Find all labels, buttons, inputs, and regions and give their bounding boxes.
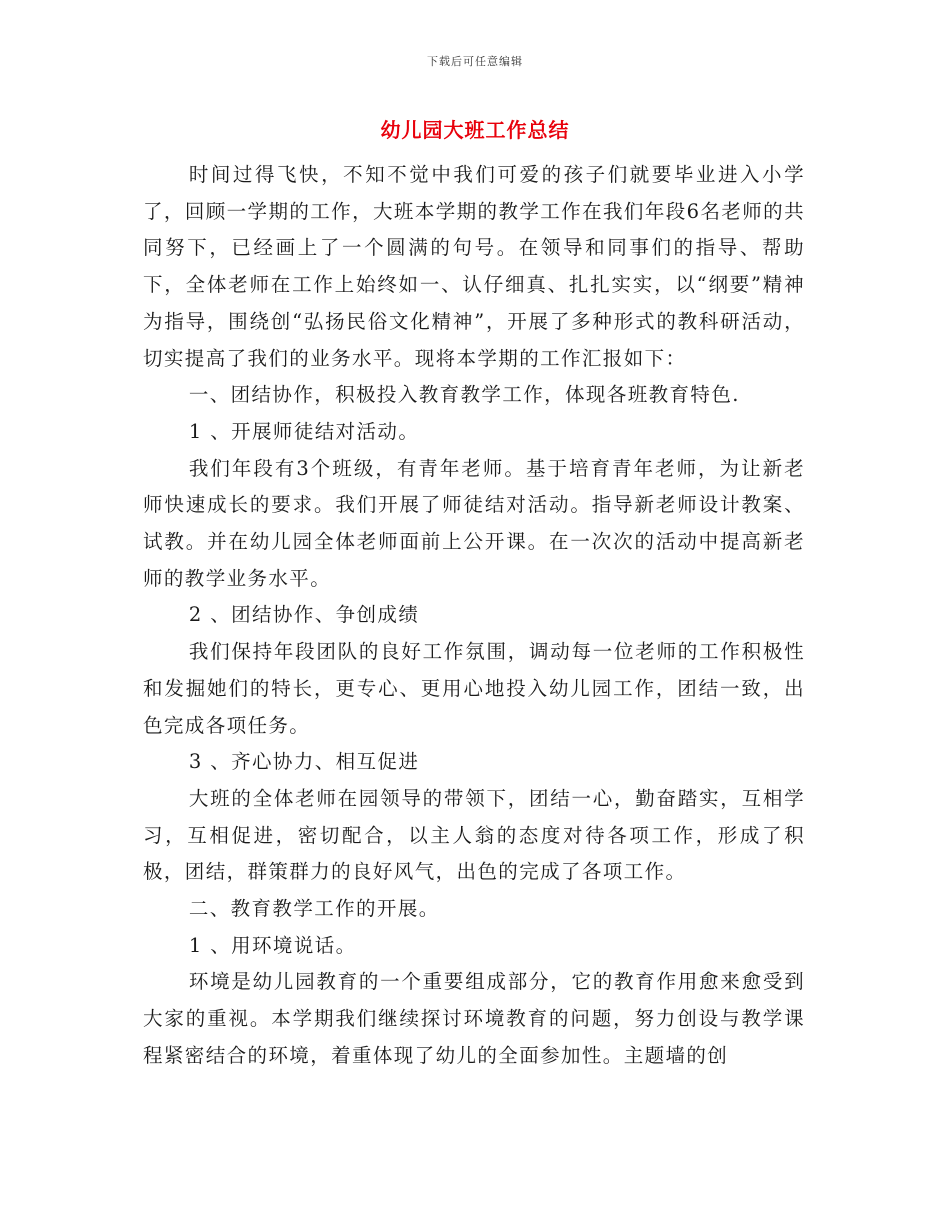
paragraph-2-1: 环境是幼儿园教育的一个重要组成部分，它的教育作用愈来愈受到大家的重视。本学期我们继续探讨环境教育的问题，努力创设与教学课程紧密结合的环境，着重体现了幼儿的全面参加性。主题墙的创 xyxy=(143,970,805,1067)
paragraph-intro: 时间过得飞快，不知不觉中我们可爱的孩子们就要毕业进入小学了，回顾一学期的工作，大班本学期的教学工作在我们年段6名老师的共同努下，已经画上了一个圆满的句号。在领导和同事们的指导、帮助下，全体老师在工作上始终如一、认仔细真、扎扎实实，以“纲要”精神为指导，围绕创“弘扬民俗文化精神”，开展了多种形式的教科研活动，切实提高了我们的业务水平。现将本学期的工作汇报如下： xyxy=(143,163,805,370)
subheading-1-3: 3 、齐心协力、相互促进 xyxy=(188,750,420,774)
section-heading-1: 一、团结协作，积极投入教育教学工作，体现各班教育特色. xyxy=(188,383,740,407)
subheading-1-2: 2 、团结协作、争创成绩 xyxy=(188,603,420,627)
paragraph-1-3: 大班的全体老师在园领导的带领下，团结一心，勤奋踏实，互相学习，互相促进，密切配合，以主人翁的态度对待各项工作，形成了积极，团结，群策群力的良好风气，出色的完成了各项工作。 xyxy=(143,786,805,884)
document-body xyxy=(143,157,805,1075)
paragraph-1-2: 我们保持年段团队的良好工作氛围，调动每一位老师的工作积极性和发掘她们的特长，更专心、更用心地投入幼儿园工作，团结一致，出色完成各项任务。 xyxy=(143,640,805,737)
subheading-2-1: 1 、用环境说话。 xyxy=(188,933,357,957)
section-heading-2: 二、教育教学工作的开展。 xyxy=(188,897,440,921)
document-title: 幼儿园大班工作总结 xyxy=(380,118,570,142)
paragraph-1-1: 我们年段有3个班级，有青年老师。基于培育青年老师，为让新老师快速成长的要求。我们开展了师徒结对活动。指导新老师设计教案、试教。并在幼儿园全体老师面前上公开课。在一次次的活动中提高新老师的教学业务水平。 xyxy=(143,456,805,590)
subheading-1-1: 1 、开展师徒结对活动。 xyxy=(188,419,420,443)
page-header-note: 下载后可任意编辑 xyxy=(427,55,523,68)
